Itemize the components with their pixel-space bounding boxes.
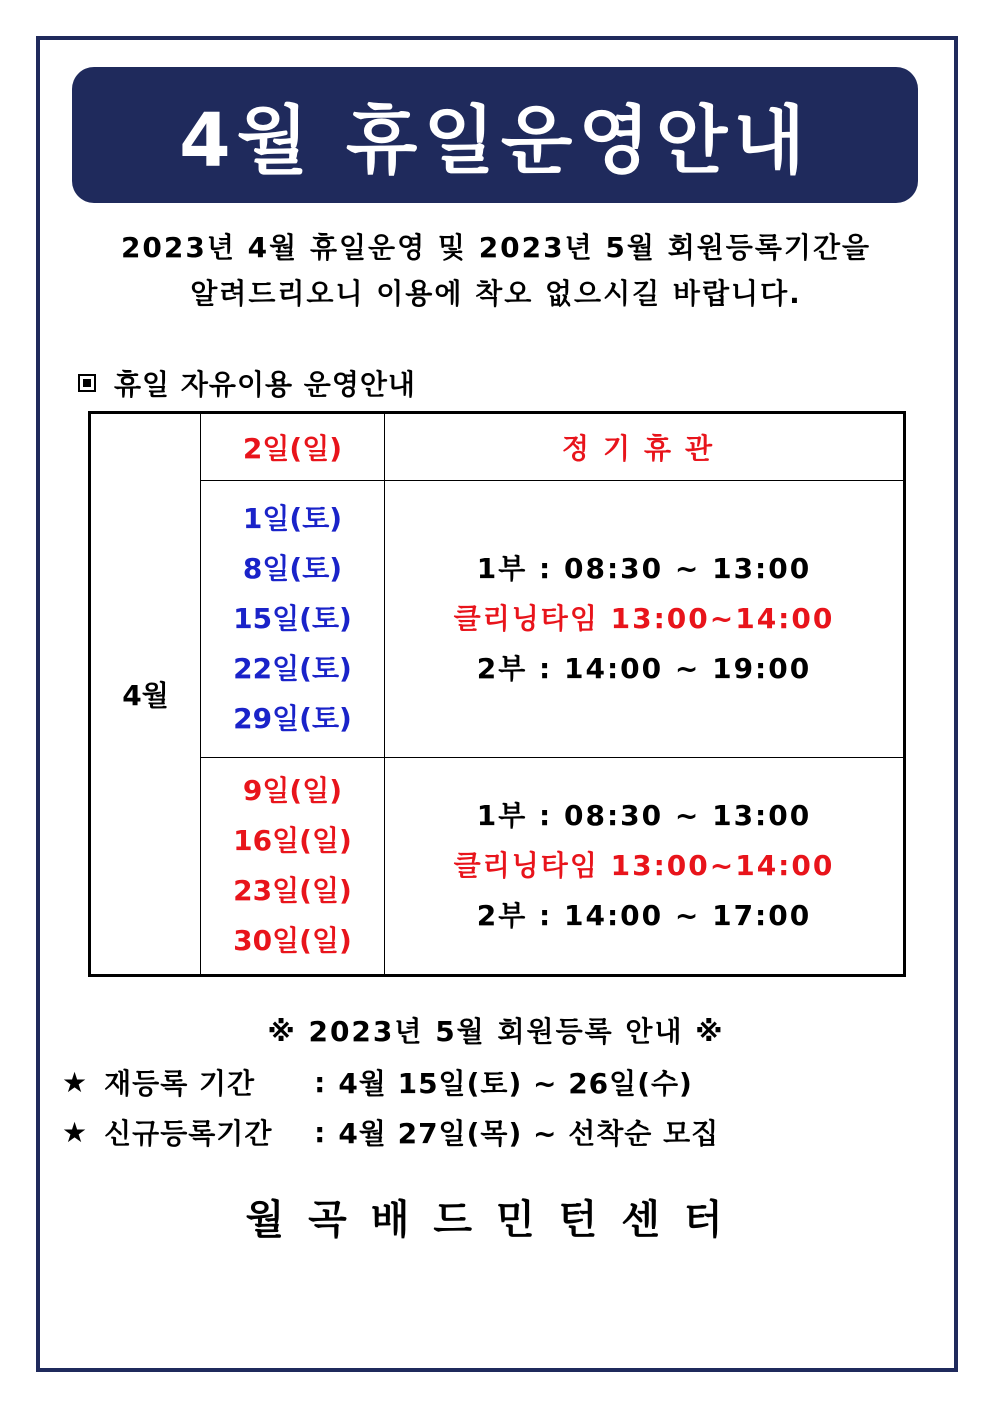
- sunday-dates-cell: [201, 758, 385, 976]
- square-bullet-icon: [78, 374, 96, 392]
- saturday-part2: 2부 : 14:00 ~ 19:00: [476, 652, 812, 685]
- sunday-date: 9일(일): [242, 774, 343, 807]
- saturday-part1: 1부 : 08:30 ~ 13:00: [476, 552, 812, 585]
- star-icon: ★: [62, 1065, 89, 1099]
- star-icon: ★: [62, 1115, 89, 1149]
- colon-separator: :: [314, 1065, 327, 1099]
- saturday-date: 1일(토): [242, 502, 343, 535]
- saturday-date: 8일(토): [242, 552, 343, 585]
- section-heading: [78, 363, 416, 403]
- table-row: [90, 758, 905, 976]
- sunday-part2: 2부 : 14:00 ~ 17:00: [476, 899, 812, 932]
- sunday-date: 30일(일): [233, 924, 352, 957]
- saturday-date: 22일(토): [233, 652, 352, 685]
- colon-separator: :: [314, 1115, 327, 1149]
- sunday-times-cell: [385, 758, 905, 976]
- closed-label-cell: 정기휴관: [385, 413, 905, 481]
- sunday-part1: 1부 : 08:30 ~ 13:00: [476, 799, 812, 832]
- renewal-period-line: [62, 1062, 693, 1102]
- new-registration-line: [62, 1112, 719, 1152]
- intro-line-1: 2023년 4월 휴일운영 및 2023년 5월 회원등록기간을: [120, 231, 872, 264]
- renewal-label: 재등록 기간: [104, 1067, 256, 1100]
- saturday-dates-cell: [201, 481, 385, 758]
- sunday-date: 16일(일): [233, 824, 352, 857]
- sunday-cleaning-time: 클리닝타임 13:00~14:00: [453, 849, 835, 882]
- saturday-date: 29일(토): [233, 702, 352, 735]
- sunday-date: 23일(일): [233, 874, 352, 907]
- saturday-cleaning-time: 클리닝타임 13:00~14:00: [453, 602, 835, 635]
- table-row: [90, 481, 905, 758]
- table-row: [90, 413, 905, 481]
- section-heading-text: 휴일 자유이용 운영안내: [114, 368, 416, 401]
- saturday-times-cell: [385, 481, 905, 758]
- registration-notice-heading: ※ 2023년 5월 회원등록 안내 ※: [267, 1015, 725, 1048]
- saturday-date: 15일(토): [233, 602, 352, 635]
- page-title: 4월 휴일운영안내: [179, 98, 811, 184]
- intro-line-2: 알려드리오니 이용에 착오 없으시길 바랍니다.: [190, 277, 802, 310]
- renewal-value: 4월 15일(토) ~ 26일(수): [338, 1067, 693, 1100]
- closed-day-cell: 2일(일): [201, 413, 385, 481]
- new-registration-label: 신규등록기간: [104, 1117, 273, 1150]
- new-registration-value: 4월 27일(목) ~ 선착순 모집: [338, 1117, 720, 1150]
- month-cell: 4월: [90, 413, 201, 976]
- center-name: 월곡배드민턴센터: [245, 1197, 747, 1243]
- title-banner: [72, 67, 918, 203]
- holiday-schedule-table: [88, 411, 906, 977]
